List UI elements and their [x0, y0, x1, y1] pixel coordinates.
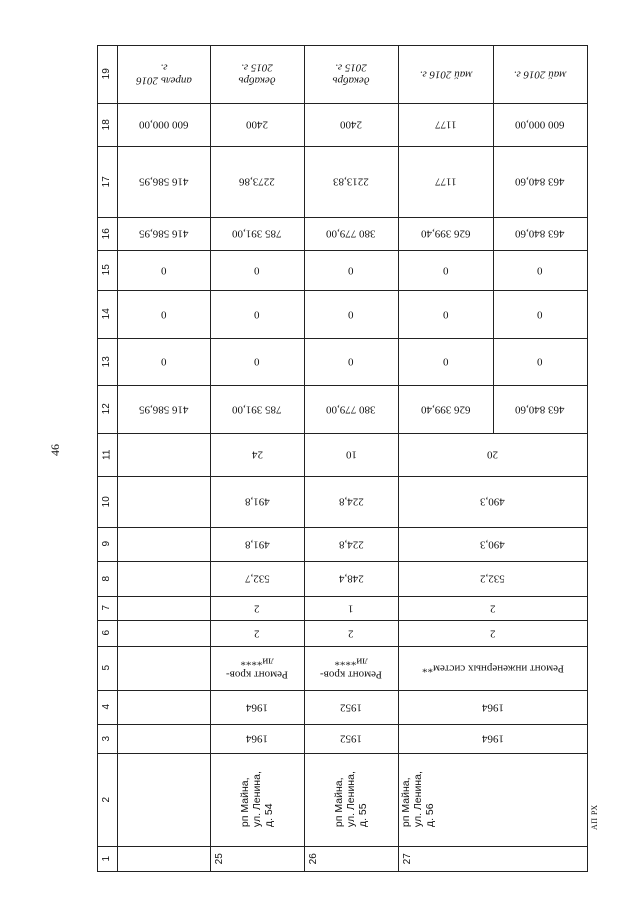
- column-number: 1: [101, 855, 113, 862]
- table-cell: 0: [442, 355, 449, 368]
- table-cell: 1177: [434, 118, 457, 131]
- table-cell: 463 840,60: [515, 227, 565, 240]
- column-number: 14: [101, 308, 113, 320]
- table-cell: 24: [251, 448, 263, 461]
- address-cell: рп Майна, ул. Ленина, д. 54: [238, 771, 276, 828]
- table-cell: 2: [254, 627, 260, 640]
- table-cell: 248,4: [338, 572, 364, 585]
- table-cell: 1964: [246, 732, 268, 745]
- column-number: 8: [101, 575, 113, 582]
- column-number: 18: [101, 118, 113, 131]
- table-cell: 785 391,00: [232, 403, 282, 416]
- row-number: 27: [402, 852, 414, 865]
- table-cell: 490,3: [480, 538, 505, 551]
- table-cell: 2: [489, 627, 496, 640]
- table-cell: 0: [160, 264, 167, 277]
- table-cell: 416 586,95: [138, 227, 189, 240]
- table-cell: Ремонт кров-ли****: [320, 656, 382, 681]
- table-cell: 0: [348, 264, 354, 277]
- table-cell: 600 000,00: [138, 118, 189, 131]
- table-cell: 1952: [340, 732, 362, 745]
- table-cell: 380 779,00: [326, 403, 376, 416]
- table-cell: 785 391,00: [232, 227, 282, 240]
- column-number: 6: [101, 630, 113, 636]
- column-number: 15: [101, 264, 113, 276]
- table-cell: 1952: [340, 701, 362, 714]
- table-cell: 2400: [340, 118, 362, 131]
- table-cell: 416 586,95: [138, 175, 189, 188]
- table-cell: 532,7: [244, 572, 270, 585]
- column-number: 4: [101, 704, 113, 710]
- table-cell: 491,8: [244, 495, 270, 508]
- table-cell: 2: [348, 627, 354, 640]
- table-cell: 2: [489, 602, 496, 615]
- table-cell: май 2016 г.: [419, 68, 472, 81]
- table-cell: 0: [442, 264, 449, 277]
- table-cell: 2: [254, 602, 260, 615]
- table-cell: 0: [537, 355, 543, 368]
- column-number: 16: [101, 227, 113, 240]
- column-number: 12: [101, 403, 113, 415]
- table-cell: 626 399,40: [420, 403, 471, 416]
- table-cell: 0: [442, 308, 449, 321]
- table-cell: 0: [160, 308, 167, 321]
- table-rule: [97, 871, 587, 872]
- table-cell: 0: [537, 264, 543, 277]
- table-cell: 1: [348, 602, 354, 615]
- table-cell: 2273,86: [239, 175, 275, 188]
- address-cell: рп Майна, ул. Ленина, д. 56: [399, 771, 437, 828]
- column-number: 10: [101, 495, 113, 508]
- table-cell: 224,8: [338, 495, 364, 508]
- table-cell: май 2016 г.: [513, 68, 567, 81]
- table-cell: декабрь 2015 г.: [332, 62, 370, 87]
- table-cell: 2213,83: [333, 175, 369, 188]
- table-cell: 380 779,00: [326, 227, 376, 240]
- table-cell: 416 586,95: [138, 403, 189, 416]
- table-cell: 224,8: [338, 538, 364, 551]
- column-number: 17: [101, 175, 113, 188]
- table-cell: 600 000,00: [515, 118, 565, 131]
- table-cell: 463 840,60: [515, 403, 565, 416]
- table-cell: 0: [160, 355, 167, 368]
- table-cell: 0: [254, 264, 260, 277]
- table-cell: 1964: [246, 701, 268, 714]
- column-number: 7: [101, 605, 113, 611]
- table-rule: [587, 45, 588, 872]
- table-cell: апрель 2016 г.: [135, 62, 192, 87]
- table-cell: 532,2: [480, 572, 505, 585]
- table-cell: 10: [345, 448, 357, 461]
- table-cell: 0: [348, 308, 354, 321]
- table-rule: [97, 846, 587, 847]
- address-cell: рп Майна, ул. Ленина, д. 55: [332, 771, 370, 828]
- column-number: 11: [101, 449, 113, 460]
- column-number: 3: [101, 735, 113, 742]
- table-cell: 1964: [481, 701, 504, 714]
- table-cell: 20: [487, 448, 498, 461]
- table-cell: Ремонт кров-ли****: [226, 656, 288, 681]
- row-number: 26: [308, 852, 320, 865]
- column-number: 9: [101, 541, 113, 547]
- table-cell: 0: [537, 308, 543, 321]
- table-cell: 463 840,60: [515, 175, 565, 188]
- table-cell: декабрь 2015 г.: [238, 62, 276, 87]
- table-cell: 491,8: [244, 538, 270, 551]
- table-cell: 0: [348, 355, 354, 368]
- footer-label: АП РХ: [590, 804, 599, 830]
- table-cell: 1177: [434, 175, 457, 188]
- table-cell: 0: [254, 308, 260, 321]
- column-number: 5: [101, 665, 113, 671]
- column-number: 19: [101, 68, 113, 80]
- table-cell: 1964: [481, 732, 504, 745]
- table-cell: Ремонт инженерных систем**: [421, 662, 564, 675]
- row-number: 25: [214, 852, 226, 865]
- table-cell: 0: [254, 355, 260, 368]
- page-number: 46: [48, 444, 62, 456]
- table-cell: 2400: [246, 118, 268, 131]
- column-number: 2: [101, 796, 113, 803]
- table-cell: 490,3: [480, 495, 505, 508]
- column-number: 13: [101, 355, 113, 368]
- table-cell: 626 399,40: [420, 227, 471, 240]
